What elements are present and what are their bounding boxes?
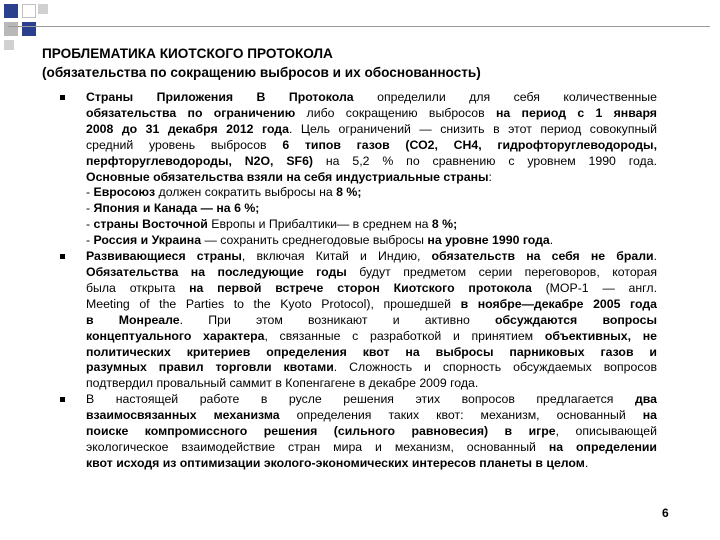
text: -: [86, 185, 94, 200]
bullet-marker: [60, 397, 65, 402]
paragraph-line: [86, 90, 657, 105]
paragraph-line: [86, 185, 657, 200]
paragraph-line: [86, 408, 657, 423]
text: — сохранить среднегодовые выбросы: [201, 233, 428, 248]
paragraph-line: [86, 249, 657, 264]
paragraph-line: [86, 265, 657, 280]
paragraph-line: [86, 424, 657, 439]
bold-text: Основные обязательства взяли на себя индустриальные страны: [86, 169, 489, 184]
paragraph-line: [86, 201, 657, 216]
text: будут предметом серии переговоров, которая: [346, 265, 657, 279]
bold-text: 8 %;: [431, 217, 458, 232]
paragraph-line: [86, 392, 657, 407]
title-line-2: (обязательства по сокращению выбросов и их обоснованность): [42, 65, 481, 80]
decor-square: [4, 40, 14, 50]
bold-text: обсуждаются вопросы: [495, 312, 657, 327]
text: -: [86, 217, 94, 232]
bullet-marker: [60, 95, 65, 100]
paragraph-line: [86, 217, 657, 232]
paragraph-line: [86, 376, 657, 391]
paragraph-line: [86, 360, 657, 375]
text: . Сложность и спорность обсуждаемых вопросов: [333, 360, 657, 375]
bold-text: Страны Приложения В Протокола: [86, 90, 354, 104]
bold-text: концептуального характера: [86, 328, 265, 343]
bold-text: на определении: [548, 440, 657, 454]
paragraph-line: [86, 456, 657, 471]
bold-text: два: [634, 392, 657, 407]
bold-text: на первой встрече сторон Киотского протокола: [189, 280, 532, 295]
text: . При этом возникают и активно: [179, 312, 496, 327]
bold-text: в ноябре—декабре 2005 года: [460, 296, 657, 311]
bold-text: Обязательства на последующие годы: [86, 265, 347, 279]
page-number: 6: [662, 506, 669, 520]
text: определения таких квот: механизм, основанный: [279, 408, 643, 423]
text: :: [488, 169, 492, 184]
text: подтвердил провальный саммит в Копенгагене в декабре 2009 года.: [86, 376, 479, 391]
decor-square: [22, 22, 36, 36]
bold-text: 8 %;: [336, 185, 362, 200]
bold-text: Япония и Канада — на 6 %;: [93, 201, 260, 216]
text: -: [86, 233, 94, 248]
text: Meeting of the Parties to the Kyoto Protocol), прошедшей: [86, 296, 461, 311]
decor-square: [4, 22, 18, 36]
bold-text: на период с 1 января: [495, 105, 657, 120]
title-line-1: ПРОБЛЕМАТИКА КИОТСКОГО ПРОТОКОЛА: [42, 46, 333, 61]
text: должен сократить выбросы на: [155, 185, 337, 200]
paragraph-line: [86, 106, 657, 121]
text: на 5,2 % по сравнению с уровнем 1990 года.: [313, 153, 657, 168]
text: .: [549, 233, 554, 248]
bold-text: Развивающиеся страны: [86, 249, 242, 264]
decor-square: [22, 4, 36, 18]
paragraph-line: [86, 122, 657, 137]
bold-text: 6 типов газов (СО2, СН4, гидрофторуглеводороды,: [282, 137, 657, 152]
bold-text: разумных правил торговли квотами: [86, 360, 334, 375]
paragraph-line: [86, 345, 657, 360]
paragraph-line: [86, 138, 657, 153]
header-rule: [8, 26, 710, 27]
bold-text: на уровне 1990 года: [427, 233, 550, 248]
bold-text: страны Восточной: [93, 217, 208, 232]
bold-text: на: [642, 408, 657, 423]
text: . Цель ограничений — снизить в этот период совокупный: [288, 121, 657, 136]
text: была открыта: [86, 280, 190, 295]
bold-text: в Монреале: [86, 312, 180, 327]
text: .: [653, 249, 657, 264]
bold-text: перфторуглеводороды, N2O, SF6): [86, 153, 313, 168]
text: либо сокращению выбросов: [295, 105, 496, 120]
bold-text: квот исходя из оптимизации эколого-экономических интересов планеты в целом: [86, 455, 585, 470]
bold-text: обязательств на себя не брали: [431, 249, 654, 264]
paragraph-line: [86, 233, 657, 248]
text: .: [584, 455, 589, 470]
text: -: [86, 201, 94, 216]
bold-text: политических критериев определения квот на выбросы парниковых газов и: [86, 344, 657, 359]
text: определили для себя количественные: [353, 90, 657, 104]
paragraph-line: [86, 281, 657, 296]
text: В настоящей работе в русле решения этих вопросов предлагается: [86, 392, 635, 407]
text: , описывающей: [555, 424, 657, 439]
bold-text: Евросоюз: [93, 185, 156, 200]
paragraph-line: [86, 297, 657, 312]
text: (МОР-1 — англ.: [531, 280, 657, 295]
bold-text: взаимосвязанных механизма: [86, 408, 280, 423]
paragraph-line: [86, 440, 657, 455]
text: средний уровень выбросов: [86, 137, 283, 152]
paragraph-line: [86, 313, 657, 328]
slide-title: [42, 44, 682, 82]
bold-text: объективных, не: [544, 328, 657, 343]
decor-square: [4, 4, 18, 18]
text: , включая Китай и Индию,: [241, 249, 432, 264]
bold-text: 2008 до 31 декабря 2012 года: [86, 121, 289, 136]
text: , связанные с разработкой и принятием: [264, 328, 545, 343]
text: экологическое взаимодействие стран мира и механизм, основанный: [86, 440, 549, 454]
paragraph-line: [86, 154, 657, 169]
paragraph-line: [86, 329, 657, 344]
paragraph-line: [86, 170, 657, 185]
text: Европы и Прибалтики— в среднем на: [207, 217, 432, 232]
bullet-marker: [60, 254, 65, 259]
bold-text: обязательства по ограничению: [86, 105, 296, 120]
decor-square: [38, 4, 48, 14]
bold-text: Россия и Украина: [93, 233, 202, 248]
bold-text: поиске компромиссного решения (сильного равновесия) в игре: [86, 424, 556, 439]
